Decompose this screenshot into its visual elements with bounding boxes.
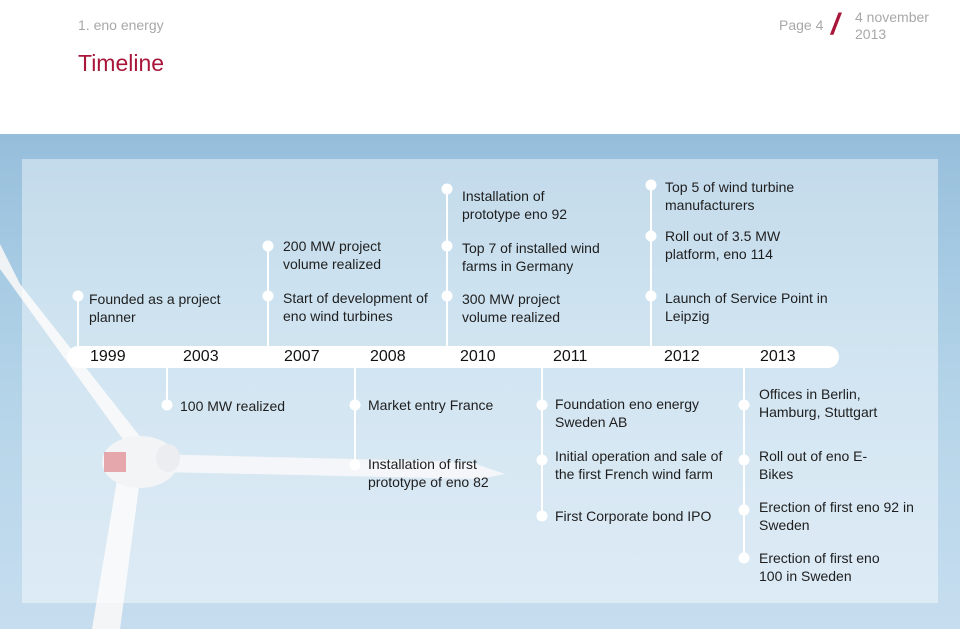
event-2012-rollout: Roll out of 3.5 MW platform, eno 114 [665, 228, 781, 262]
year-label: 1999 [90, 348, 126, 365]
year-label: 2003 [183, 348, 219, 365]
event-2007-200mw: 200 MW project volume realized [283, 238, 382, 272]
event-2007-development: Start of development of eno wind turbines [283, 290, 428, 324]
timeline-dot [537, 511, 547, 521]
timeline-dot [442, 241, 452, 251]
timeline-dot [162, 400, 172, 410]
timeline-dot [350, 460, 360, 470]
timeline-dot [739, 553, 749, 563]
section-label: 1. eno energy [78, 17, 164, 33]
event-2013-offices: Offices in Berlin, Hamburg, Stuttgart [759, 386, 878, 420]
event-2013-eno92-sweden: Erection of first eno 92 in Sweden [759, 499, 914, 533]
timeline-dot [739, 400, 749, 410]
timeline-dot [646, 180, 656, 190]
timeline-dot [739, 505, 749, 515]
year-label: 2008 [370, 348, 406, 365]
timeline-dot [537, 400, 547, 410]
event-2013-ebikes: Roll out of eno E-Bikes [759, 448, 868, 482]
timeline-dot [537, 455, 547, 465]
page-title: Timeline [78, 50, 165, 76]
event-2012-top5: Top 5 of wind turbine manufacturers [665, 179, 795, 213]
event-2003-100mw: 100 MW realized [180, 398, 286, 414]
event-2010-300mw: 300 MW project volume realized [462, 291, 561, 325]
timeline-dot [73, 291, 83, 301]
timeline-dot [350, 400, 360, 410]
page-number: Page 4 [779, 17, 824, 33]
timeline-dot [646, 231, 656, 241]
event-2008-eno82: Installation of first prototype of eno 82 [368, 456, 489, 490]
year-label: 2012 [664, 348, 700, 365]
event-2012-service-point: Launch of Service Point in Leipzig [665, 290, 828, 324]
year-label: 2011 [553, 348, 588, 365]
slash-logo-icon: / [831, 8, 840, 41]
timeline-dot [263, 291, 273, 301]
timeline-dot [263, 241, 273, 251]
event-2011-french-farm: Initial operation and sale of the first French wind farm [555, 448, 723, 482]
timeline-dot [646, 291, 656, 301]
year-label: 2007 [284, 348, 320, 365]
event-1999-founded: Founded as a project planner [89, 291, 221, 325]
event-2010-top7: Top 7 of installed wind farms in Germany [462, 240, 600, 274]
timeline-dot [739, 455, 749, 465]
header-date: 4 november 2013 [855, 9, 929, 42]
timeline-dot [442, 184, 452, 194]
event-2011-bond-ipo: First Corporate bond IPO [555, 508, 712, 524]
event-2010-prototype: Installation of prototype eno 92 [462, 188, 568, 222]
year-label: 2013 [760, 348, 796, 365]
year-label: 2010 [460, 348, 496, 365]
event-2011-sweden-ab: Foundation eno energy Sweden AB [555, 396, 699, 430]
timeline-dot [442, 291, 452, 301]
event-2008-france: Market entry France [368, 397, 494, 413]
event-2013-eno100-sweden: Erection of first eno 100 in Sweden [759, 550, 880, 584]
